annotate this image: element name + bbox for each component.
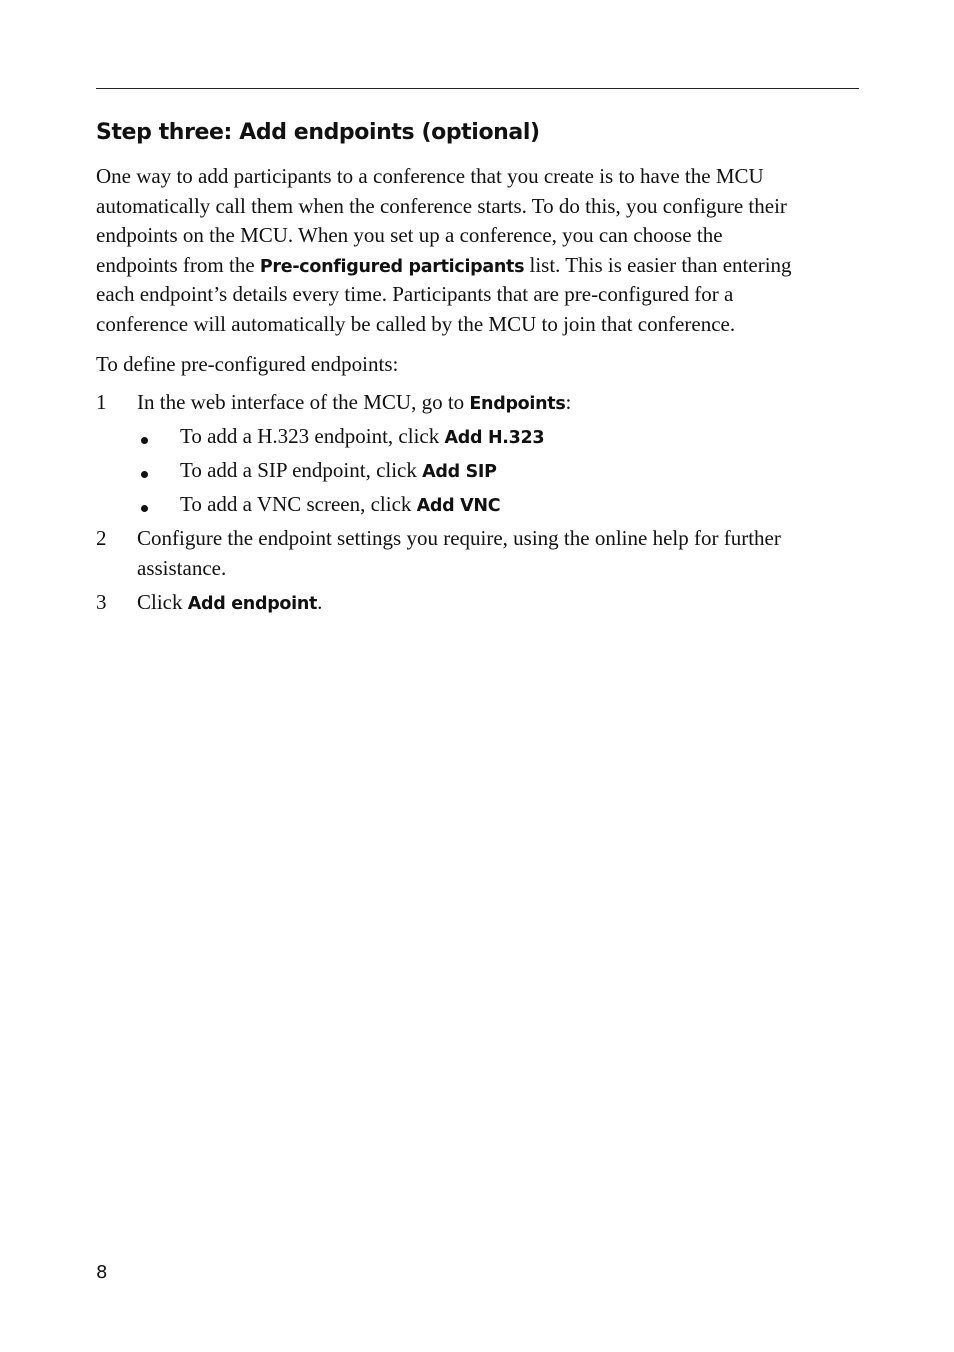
bullet-text <box>180 490 500 522</box>
step-text: : <box>565 390 572 414</box>
step-line <box>137 388 857 418</box>
step-text: . <box>317 590 323 614</box>
bullet-dot-icon <box>141 505 148 512</box>
step-line: Configure the endpoint settings you require, using the online help for further <box>137 526 781 550</box>
ui-term-add-h323: Add H.323 <box>444 428 545 448</box>
intro-line: One way to add participants to a conference that you create is to have the MCU <box>96 164 764 188</box>
page-number: 8 <box>96 1262 108 1283</box>
section-heading: Step three: Add endpoints (optional) <box>96 120 540 145</box>
intro-paragraph <box>96 162 856 340</box>
bullet-label: To add a H.323 endpoint, click <box>180 424 445 448</box>
step-body <box>137 524 857 583</box>
intro-line: each endpoint’s details every time. Participants that are pre-configured for a <box>96 282 734 307</box>
step-text: In the web interface of the MCU, go to <box>137 390 470 414</box>
bullet-dot-icon <box>141 471 148 478</box>
step-number: 1 <box>96 390 107 414</box>
step-text: Click <box>137 590 188 614</box>
intro-line <box>96 251 856 281</box>
bullet-text <box>180 456 497 488</box>
ui-term-add-endpoint: Add endpoint <box>187 594 318 614</box>
intro-line: endpoints on the MCU. When you set up a conference, you can choose the <box>96 223 723 248</box>
ui-term-endpoints: Endpoints <box>469 394 566 414</box>
step-number: 3 <box>96 590 107 614</box>
bullet-dot-icon <box>141 437 148 444</box>
step-line: assistance. <box>137 555 227 580</box>
step-line <box>137 588 857 618</box>
ui-term-add-vnc: Add VNC <box>416 496 501 516</box>
intro-line: automatically call them when the conference starts. To do this, you configure their <box>96 193 787 218</box>
ui-term-add-sip: Add SIP <box>422 462 497 482</box>
intro-line: conference will automatically be called by the MCU to join that conference. <box>96 311 736 336</box>
step-number: 2 <box>96 526 107 550</box>
intro-text: list. This is easier than entering <box>524 252 792 277</box>
step-body <box>137 588 857 618</box>
step-body <box>137 388 857 418</box>
bullet-label: To add a VNC screen, click <box>180 492 417 516</box>
header-rule <box>96 88 859 89</box>
bullet-label: To add a SIP endpoint, click <box>180 458 423 482</box>
define-instruction: To define pre-configured endpoints: <box>96 352 399 376</box>
intro-text: endpoints from the <box>96 252 260 277</box>
ui-term-preconfigured-participants: Pre-configured participants <box>259 256 525 277</box>
bullet-text <box>180 422 544 454</box>
